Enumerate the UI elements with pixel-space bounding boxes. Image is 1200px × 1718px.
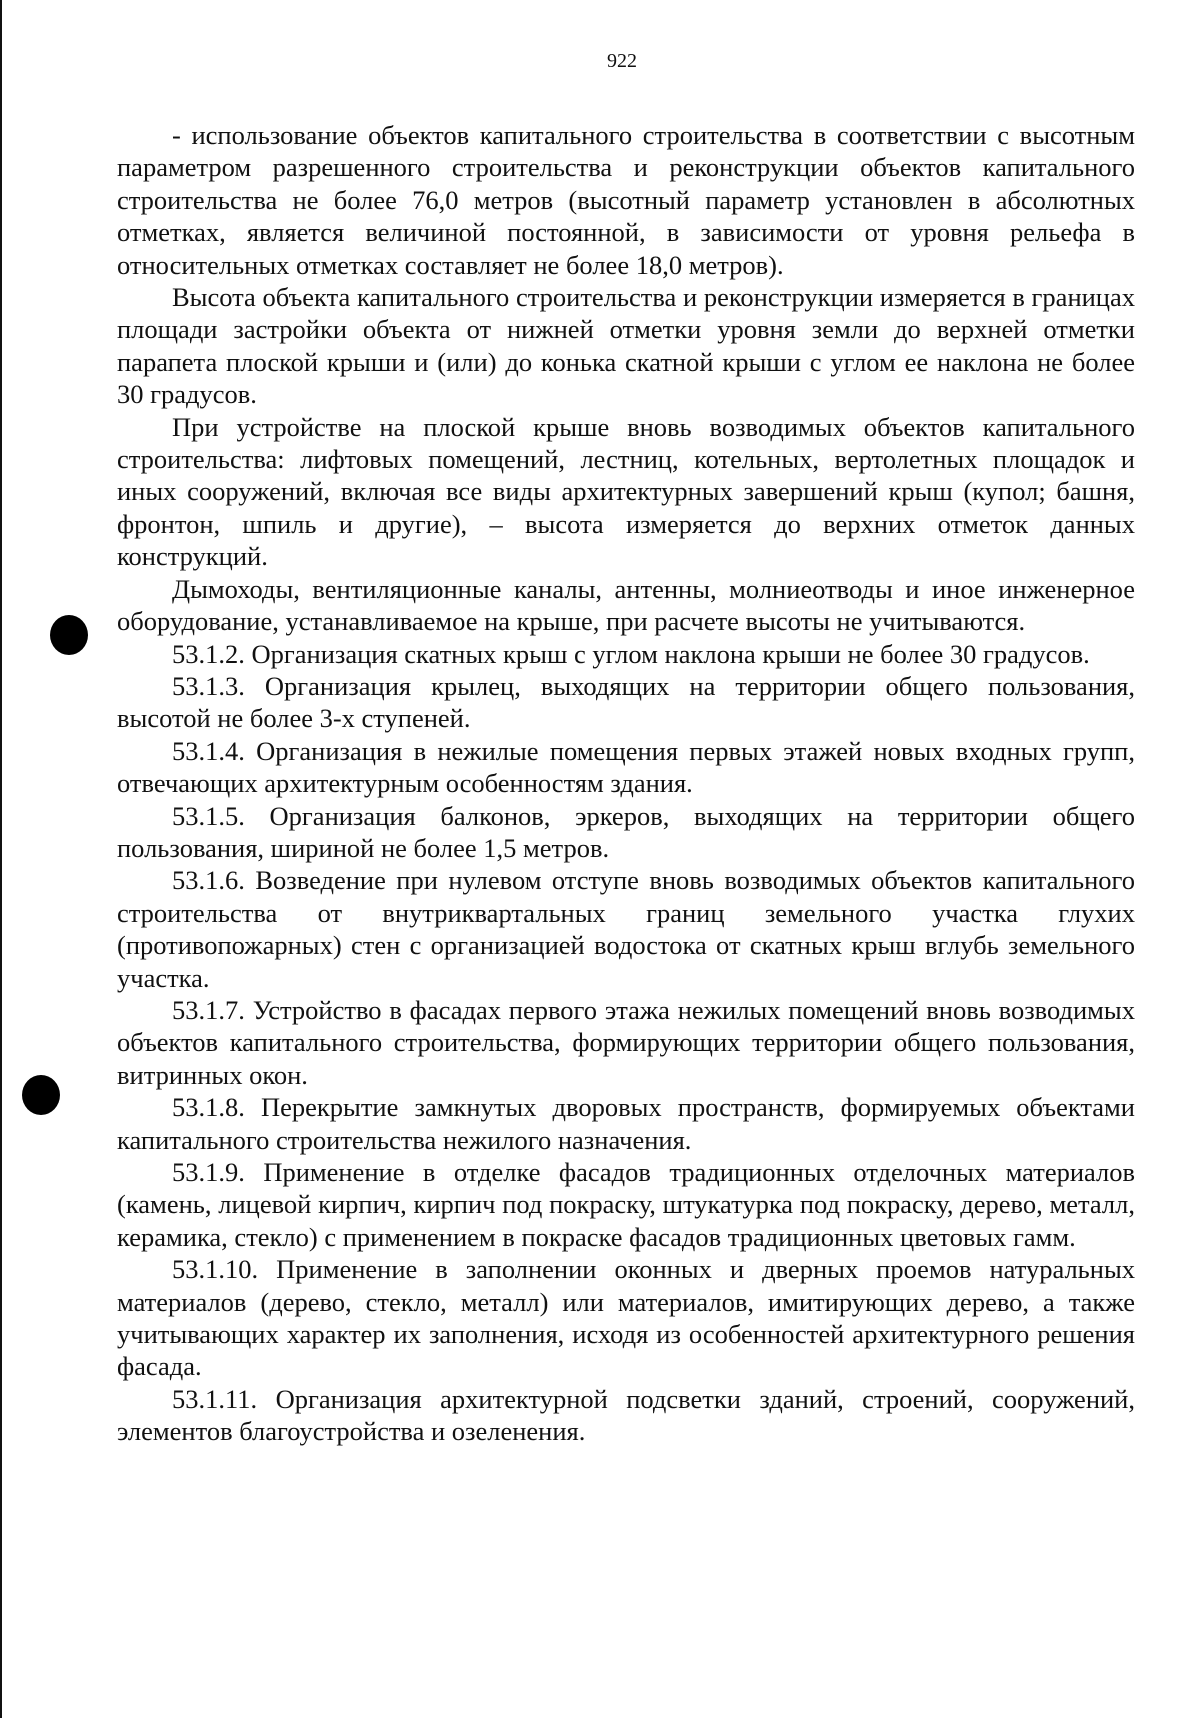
paragraph-53-1-4: 53.1.4. Организация в нежилые помещения первых этажей новых входных групп, отвечающих архитектурным особенностям здания. [117,735,1135,799]
paragraph-height-measurement: Высота объекта капитального строительства и реконструкции измеряется в границах площади застройки объекта от нижней отметки уровня земли до верхней отметки парапета плоской крыши и (или) до конька скатной крыши с углом ее наклона не более 30 градусов. [117,282,1135,410]
paragraph-53-1-10: 53.1.10. Применение в заполнении оконных и дверных проемов натуральных материалов (дерево, стекло, металл) или материалов, имитирующих дерево, а также учитывающих характер их заполнения, исходя из особенностей архитектурного решения фасада. [117,1254,1135,1382]
paragraph-height-parameter: - использование объектов капитального строительства в соответствии с высотным параметром разрешенного строительства и реконструкции объектов капитального строительства не более 76,0 метров (высотный параметр установлен в абсолютных отметках, является величиной постоянной, в зависимости от уровня рельефа в относительных отметках составляет не более 18,0 метров). [117,120,1135,280]
page-number: 922 [607,50,637,72]
paragraph-53-1-8: 53.1.8. Перекрытие замкнутых дворовых пространств, формируемых объектами капитального строительства нежилого назначения. [117,1092,1135,1155]
paragraph-53-1-6: 53.1.6. Возведение при нулевом отступе вновь возводимых объектов капитального строительства от внутриквартальных границ земельного участка глухих (противопожарных) стен с организацией водостока от скатных крыш вглубь земельного участка. [117,865,1135,993]
punch-hole-mark [50,615,88,655]
paragraph-53-1-7: 53.1.7. Устройство в фасадах первого этажа нежилых помещений вновь возводимых объектов капитального строительства, формирующих территории общего пользования, витринных окон. [117,994,1135,1090]
paragraph-53-1-9: 53.1.9. Применение в отделке фасадов традиционных отделочных материалов (камень, лицевой кирпич, кирпич под покраску, штукатурка под покраску, дерево, металл, керамика, стекло) с применением в покраске фасадов традиционных цветовых гамм. [117,1157,1135,1252]
paragraph-53-1-5: 53.1.5. Организация балконов, эркеров, выходящих на территории общего пользования, шириной не более 1,5 метров. [117,800,1135,863]
paragraph-53-1-3: 53.1.3. Организация крылец, выходящих на территории общего пользования, высотой не более 3-х ступеней. [117,670,1135,734]
punch-hole-mark [22,1075,60,1115]
paragraph-53-1-11: 53.1.11. Организация архитектурной подсветки зданий, строений, сооружений, элементов благоустройства и озеленения. [117,1383,1135,1447]
paragraph-roof-structures: При устройстве на плоской крыше вновь возводимых объектов капитального строительства: лифтовых помещений, лестниц, котельных, вертолетных площадок и иных сооружений, включая все виды архитектурных завершений крыш (купол; башня, фронтон, шпиль и другие), – высота измеряется до верхних отметок данных конструкций. [117,411,1135,572]
paragraph-53-1-2: 53.1.2. Организация скатных крыш с углом наклона крыши не более 30 градусов. [172,638,1090,669]
paragraph-roof-equipment: Дымоходы, вентиляционные каналы, антенны, молниеотводы и иное инженерное оборудование, устанавливаемое на крыше, при расчете высоты не учитываются. [117,573,1135,637]
document-body [117,119,1135,1448]
